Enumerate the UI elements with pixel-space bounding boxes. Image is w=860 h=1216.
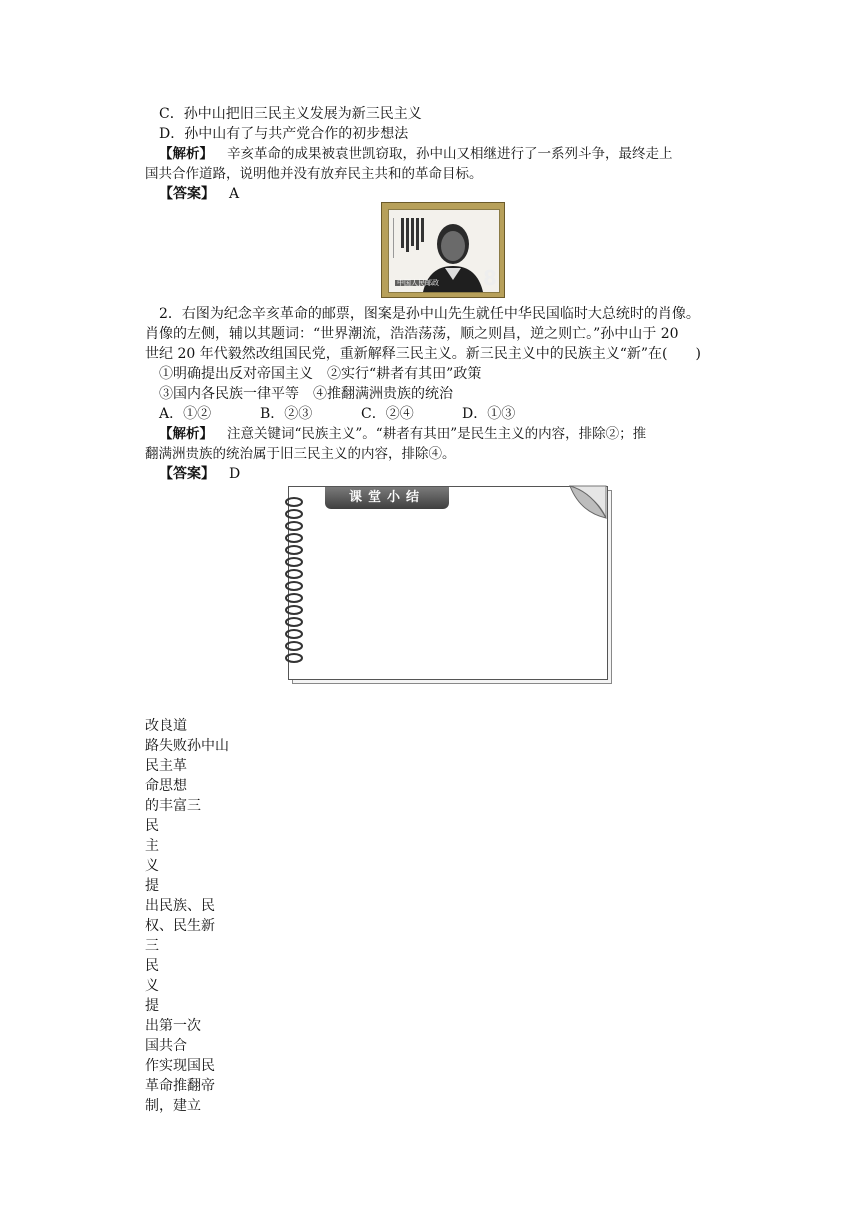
summary-line: 出民族、民	[145, 898, 215, 914]
stamp-value: 8	[483, 266, 497, 290]
analysis-1-line2: 国共合作道路，说明他并没有放弃民主共和的革命目标。	[145, 166, 483, 182]
answer-tag: 【答案】	[159, 466, 215, 482]
summary-line: 提	[145, 998, 159, 1014]
summary-line: 出第一次	[145, 1018, 201, 1034]
summary-line: 义	[145, 978, 159, 994]
summary-line: 国共合	[145, 1038, 187, 1054]
question-2-line2: 肖像的左侧，辅以其题词：“世界潮流，浩浩荡荡，顺之则昌，逆之则亡。”孙中山于 20	[145, 326, 679, 342]
summary-line: 路失败孙中山	[145, 738, 229, 754]
summary-line: 三	[145, 938, 159, 954]
summary-line: 提	[145, 878, 159, 894]
question-2-items2: ③国内各民族一律平等 ④推翻满洲贵族的统治	[159, 386, 453, 402]
analysis-2-line2: 翻满洲贵族的统治属于旧三民主义的内容，排除④。	[145, 446, 456, 462]
stamp-country-label: 中国人民邮政	[397, 279, 439, 287]
summary-line: 民主革	[145, 758, 187, 774]
answer-2	[159, 464, 240, 484]
summary-line: 改良道	[145, 718, 187, 734]
analysis-tag: 【解析】	[159, 146, 213, 162]
option-b: B．②③	[260, 406, 313, 422]
summary-line: 命思想	[145, 778, 187, 794]
answer-value: D	[229, 466, 241, 482]
spiral-binding-icon	[280, 482, 612, 684]
summary-line: 义	[145, 858, 159, 874]
analysis-tag: 【解析】	[159, 426, 213, 442]
analysis-1-line1	[159, 144, 673, 164]
summary-line: 主	[145, 838, 159, 854]
question-2-line1: 2．右图为纪念辛亥革命的邮票，图案是孙中山先生就任中华民国临时大总统时的肖像。	[159, 306, 700, 322]
summary-title-tab: 课堂小结	[325, 487, 449, 509]
analysis-2-line1	[159, 424, 646, 444]
question-2-options	[159, 404, 515, 424]
option-d: D．①③	[462, 406, 516, 422]
summary-line: 革命推翻帝	[145, 1078, 215, 1094]
question-2-line3: 世纪 20 年代毅然改组国民党，重新解释三民主义。新三民主义中的民族主义“新”在( )	[145, 346, 701, 362]
answer-1	[159, 184, 239, 204]
summary-line: 民	[145, 958, 159, 974]
answer-value: A	[229, 186, 240, 202]
summary-line: 民	[145, 818, 159, 834]
summary-line: 的丰富三	[145, 798, 201, 814]
answer-tag: 【答案】	[159, 186, 215, 202]
summary-line: 作实现国民	[145, 1058, 215, 1074]
option-a: A．①②	[159, 406, 212, 422]
analysis-text: 辛亥革命的成果被袁世凯窃取，孙中山又相继进行了一系列斗争，最终走上	[227, 146, 673, 162]
option-c: C．②④	[361, 406, 414, 422]
summary-line: 权、民生新	[145, 918, 215, 934]
sun-yatsen-stamp-image	[381, 202, 505, 298]
option-c: C．孙中山把旧三民主义发展为新三民主义	[159, 106, 422, 122]
summary-line: 制，建立	[145, 1098, 201, 1114]
question-2-items1: ①明确提出反对帝国主义 ②实行“耕者有其田”政策	[159, 366, 482, 382]
analysis-text: 注意关键词“民族主义”。“耕者有其田”是民生主义的内容，排除②；推	[227, 426, 647, 442]
option-d: D．孙中山有了与共产党合作的初步想法	[159, 126, 409, 142]
summary-notebook	[280, 482, 612, 684]
